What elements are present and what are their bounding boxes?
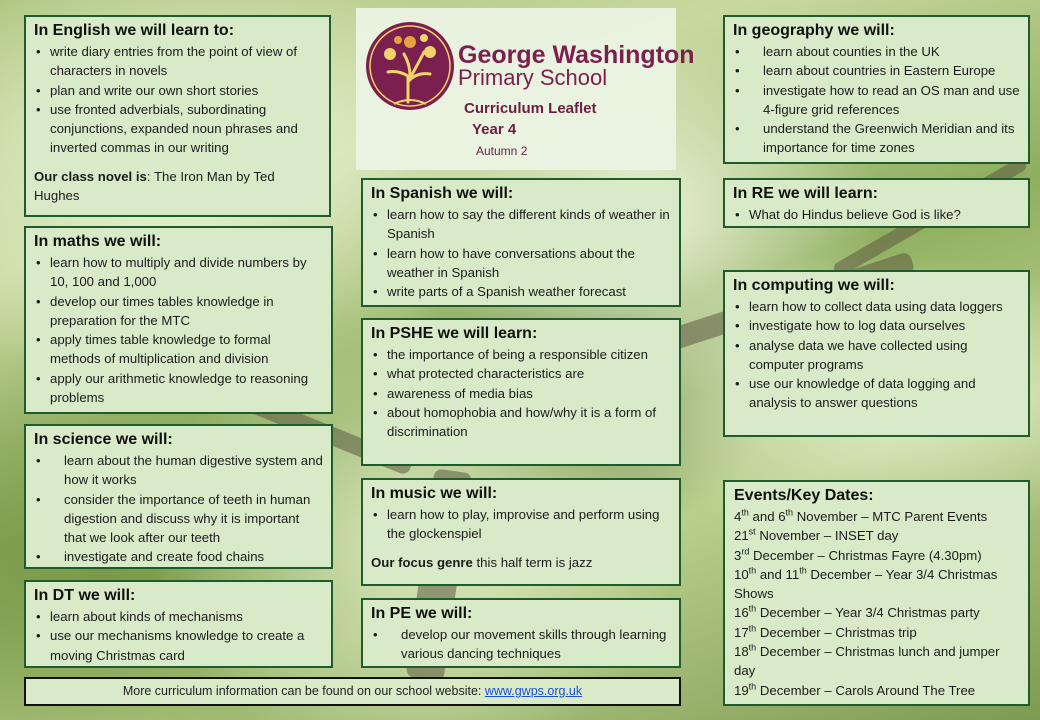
events-panel xyxy=(723,480,1030,706)
event-date: and 6 xyxy=(748,509,786,524)
event-item xyxy=(734,507,1020,526)
school-subtitle: Primary School xyxy=(458,65,608,90)
pshe-heading: In PSHE we will learn: xyxy=(371,325,538,342)
ordinal-suffix: rd xyxy=(741,546,750,557)
event-text: December – Year 3/4 Christmas Shows xyxy=(734,566,998,602)
maths-panel xyxy=(24,226,333,414)
list-item: • learn how to have conversations about the weather in Spanish xyxy=(371,244,671,283)
genre-label: Our focus genre xyxy=(371,554,473,570)
list-item: • learn how to multiply and divide numbers by 10, 100 and 1,000 xyxy=(34,253,323,292)
term-label: Autumn 2 xyxy=(476,144,528,158)
dt-heading: In DT we will: xyxy=(34,587,136,604)
pe-panel xyxy=(361,598,681,668)
event-date: 10 xyxy=(734,566,749,582)
ordinal-suffix: th xyxy=(748,642,757,653)
event-item xyxy=(734,623,1020,642)
event-text: November – INSET day xyxy=(755,528,899,544)
english-list xyxy=(34,42,321,158)
event-date: 16 xyxy=(734,605,749,621)
ordinal-suffix: st xyxy=(748,526,756,537)
ordinal-suffix: th xyxy=(785,507,794,518)
event-text: December – Year 3/4 Christmas party xyxy=(756,605,980,621)
novel-label: Our class novel is xyxy=(34,168,147,184)
re-panel xyxy=(723,178,1030,228)
event-date: 3 xyxy=(734,547,742,563)
list-item: • the importance of being a responsible citizen xyxy=(371,345,671,364)
school-website-link[interactable]: www.gwps.org.uk xyxy=(484,684,583,698)
science-heading: In science we will: xyxy=(34,431,173,448)
spanish-panel xyxy=(361,178,681,307)
list-item: • develop our times tables knowledge in preparation for the MTC xyxy=(34,292,323,331)
geography-heading: In geography we will: xyxy=(733,22,895,39)
list-item: • awareness of media bias xyxy=(371,384,671,403)
list-item: • consider the importance of teeth in human digestion and discuss why it is important that we look after our teeth xyxy=(34,490,323,548)
pshe-panel xyxy=(361,318,681,466)
novel-text: : The Iron Man by Ted Hughes xyxy=(34,168,275,204)
event-date: 17 xyxy=(734,624,749,640)
ordinal-suffix: th xyxy=(748,565,757,576)
list-item: • use our knowledge of data logging and analysis to answer questions xyxy=(733,374,1020,413)
maths-list xyxy=(34,253,323,407)
list-item: • apply our arithmetic knowledge to reasoning problems xyxy=(34,369,323,408)
event-date: 21 xyxy=(734,528,749,544)
list-item: • learn how to play, improvise and perform using the glockenspiel xyxy=(371,505,671,544)
list-item: • use our mechanisms knowledge to create a moving Christmas card xyxy=(34,626,323,665)
list-item: • investigate how to read an OS man and use 4-figure grid references xyxy=(733,81,1020,120)
list-item: • investigate and create food chains xyxy=(34,547,323,566)
year-label: Year 4 xyxy=(472,121,517,138)
music-panel xyxy=(361,478,681,586)
list-item: • develop our movement skills through learning various dancing techniques xyxy=(371,625,671,664)
class-novel xyxy=(34,167,321,206)
event-item xyxy=(734,642,1020,681)
dt-list xyxy=(34,607,323,665)
pe-list xyxy=(371,625,671,664)
geography-panel xyxy=(723,15,1030,164)
event-item xyxy=(734,546,1020,565)
english-heading: In English we will learn to: xyxy=(34,22,235,39)
event-item xyxy=(734,603,1020,622)
school-header xyxy=(356,8,695,170)
list-item: • what protected characteristics are xyxy=(371,364,671,383)
ordinal-suffix: th xyxy=(748,623,757,634)
list-item: • learn about the human digestive system and how it works xyxy=(34,451,323,490)
list-item: • investigate how to log data ourselves xyxy=(733,316,1020,335)
event-text: November – MTC Parent Events xyxy=(793,509,988,524)
leaflet-title: Curriculum Leaflet xyxy=(464,100,597,117)
event-date: 19 xyxy=(734,682,749,698)
re-heading: In RE we will learn: xyxy=(733,185,878,202)
event-date: 4 xyxy=(734,509,742,524)
list-item: • analyse data we have collected using computer programs xyxy=(733,336,1020,375)
list-item: • write parts of a Spanish weather forecast xyxy=(371,282,671,301)
maths-heading: In maths we will: xyxy=(34,233,162,250)
dt-panel xyxy=(24,580,333,668)
list-item: • write diary entries from the point of view of characters in novels xyxy=(34,42,321,81)
event-date: 18 xyxy=(734,644,749,660)
pe-heading: In PE we will: xyxy=(371,605,473,622)
event-text: December – Christmas trip xyxy=(756,624,917,640)
list-item: • What do Hindus believe God is like? xyxy=(733,205,1020,224)
science-list xyxy=(34,451,323,567)
event-text: December – Christmas lunch and jumper day xyxy=(734,644,1000,679)
event-text: December – Christmas Fayre (4.30pm) xyxy=(749,547,982,563)
computing-panel xyxy=(723,270,1030,437)
genre-text: this half term is jazz xyxy=(472,554,593,570)
list-item: • use fronted adverbials, subordinating conjunctions, expanded noun phrases and inverted commas in our writing xyxy=(34,100,321,158)
ordinal-suffix: th xyxy=(741,507,749,518)
re-list xyxy=(733,205,1020,224)
music-heading: In music we will: xyxy=(371,485,498,502)
school-name: George Washington xyxy=(458,41,695,69)
list-item: • learn about countries in Eastern Europe xyxy=(733,61,1020,80)
list-item: • apply times table knowledge to formal methods of multiplication and division xyxy=(34,330,323,369)
footer-text: More curriculum information can be found on our school website: xyxy=(122,684,485,698)
list-item: • learn about counties in the UK xyxy=(733,42,1020,61)
school-logo-tree-icon xyxy=(364,20,456,112)
english-panel xyxy=(24,15,331,217)
computing-list xyxy=(733,297,1020,413)
list-item: • plan and write our own short stories xyxy=(34,81,321,100)
computing-heading: In computing we will: xyxy=(733,277,895,294)
event-date: and 11 xyxy=(756,566,800,582)
event-item xyxy=(734,526,1020,545)
music-list xyxy=(371,505,671,544)
event-item xyxy=(734,565,1020,604)
list-item: • understand the Greenwich Meridian and its importance for time zones xyxy=(733,119,1020,158)
event-text: December – Carols Around The Tree xyxy=(756,682,976,698)
spanish-list xyxy=(371,205,671,301)
list-item: • learn about kinds of mechanisms xyxy=(34,607,323,626)
ordinal-suffix: th xyxy=(799,565,807,576)
science-panel xyxy=(24,424,333,569)
pshe-list xyxy=(371,345,671,441)
list-item: • learn how to say the different kinds of weather in Spanish xyxy=(371,205,671,244)
geography-list xyxy=(733,42,1020,158)
focus-genre xyxy=(371,553,671,572)
event-item xyxy=(734,681,1020,700)
list-item: • about homophobia and how/why it is a form of discrimination xyxy=(371,403,671,442)
list-item: • learn how to collect data using data loggers xyxy=(733,297,1020,316)
events-heading: Events/Key Dates: xyxy=(734,487,874,504)
footer-bar xyxy=(24,677,681,706)
ordinal-suffix: th xyxy=(748,604,757,615)
ordinal-suffix: th xyxy=(748,681,757,692)
spanish-heading: In Spanish we will: xyxy=(371,185,514,202)
